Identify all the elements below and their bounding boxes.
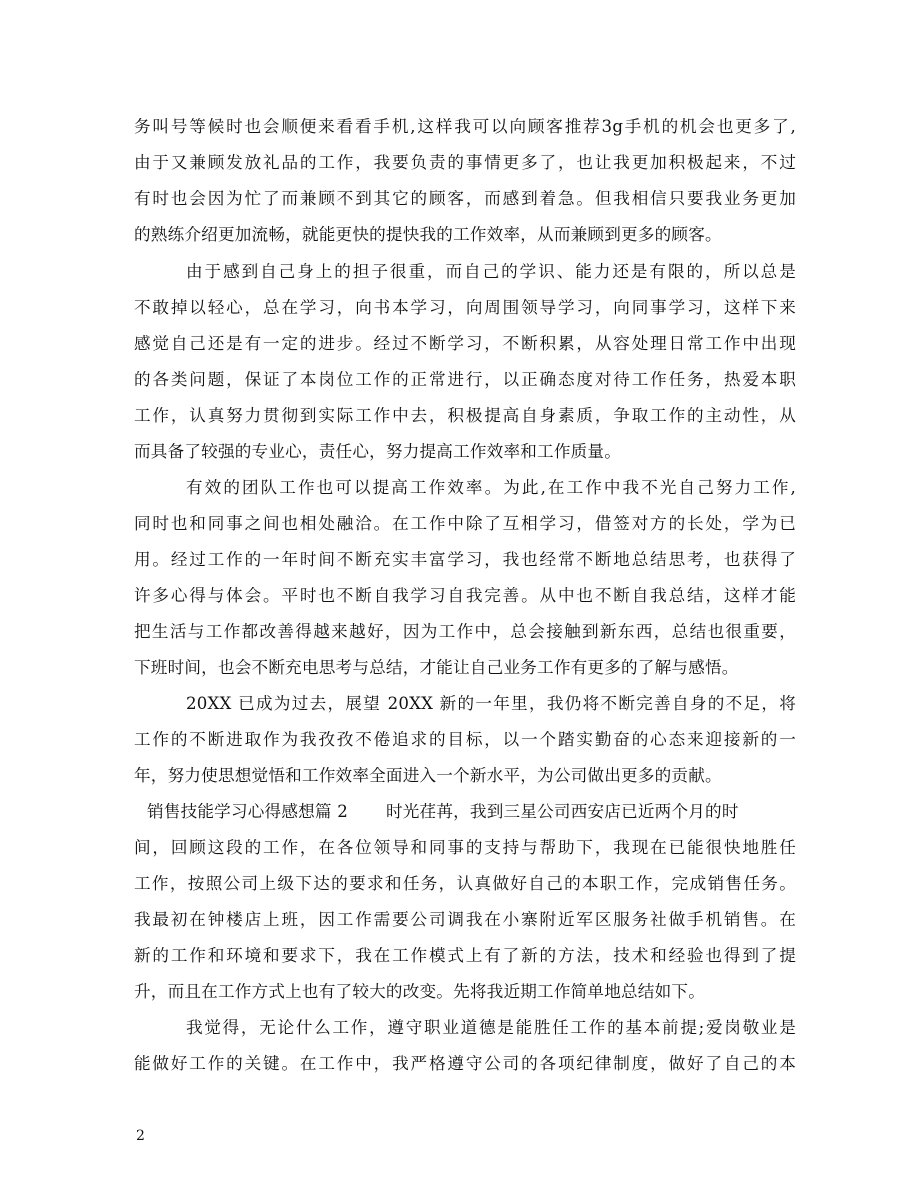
paragraph-5-line-6: 升，而且在工作方式上也有了较大的改变。先将我近期工作简单地总结如下。	[134, 982, 705, 1001]
paragraph-1-line-4: 的熟练介绍更加流畅，就能更快的提快我的工作效率，从而兼顾到更多的顾客。	[134, 225, 722, 244]
paragraph-3-line-4: 许多心得与体会。平时也不断自我学习自我完善。从中也不断自我总结，这样才能	[134, 586, 796, 605]
paragraph-2-line-1: 由于感到自己身上的担子很重，而自己的学识、能力还是有限的，所以总是	[186, 262, 796, 281]
paragraph-4-line-2: 工作的不断进取作为我孜孜不倦追求的目标，以一个踏实勤奋的心态来迎接新的一	[134, 730, 796, 749]
paragraph-5-line-1: 时光荏苒，我到三星公司西安店已近两个月的时	[385, 802, 739, 821]
paragraph-3-line-2: 同时也和同事之间也相处融洽。在工作中除了互相学习，借签对方的长处，学为已	[134, 514, 796, 533]
paragraph-6-line-2: 能做好工作的关键。在工作中，我严格遵守公司的各项纪律制度，做好了自己的本	[134, 1054, 796, 1073]
paragraph-3-line-1: 有效的团队工作也可以提高工作效率。为此,在工作中我不光自己努力工作,	[186, 478, 796, 497]
paragraph-4-line-3: 年，努力使思想觉悟和工作效率全面进入一个新水平，为公司做出更多的贡献。	[134, 766, 722, 785]
section-heading-line	[147, 795, 796, 829]
page-number: 2	[136, 1128, 145, 1144]
paragraph-2-line-6: 而具备了较强的专业心，责任心，努力提高工作效率和工作质量。	[134, 442, 622, 461]
paragraph-1-line-2: 由于又兼顾发放礼品的工作，我要负责的事情更多了，也让我更加积极起来，不过	[134, 153, 796, 172]
paragraph-2-line-4: 的各类问题，保证了本岗位工作的正常进行，以正确态度对待工作任务，热爱本职	[134, 370, 796, 389]
section-heading: 销售技能学习心得感想篇 2	[147, 802, 348, 821]
paragraph-5-line-2: 间，回顾这段的工作，在各位领导和同事的支持与帮助下，我现在已能很快地胜任	[134, 838, 796, 857]
paragraph-6-line-1: 我觉得，无论什么工作，遵守职业道德是能胜任工作的基本前提;爱岗敬业是	[186, 1018, 796, 1037]
paragraph-5-line-4: 我最初在钟楼店上班，因工作需要公司调我在小寨附近军区服务社做手机销售。在	[134, 910, 796, 929]
paragraph-4-line-1: 20XX 已成为过去，展望 20XX 新的一年里，我仍将不断完善自身的不足，将	[186, 694, 796, 713]
paragraph-1-line-1: 务叫号等候时也会顺便来看看手机,这样我可以向顾客推荐3g手机的机会也更多了,	[134, 117, 796, 136]
paragraph-3-line-3: 用。经过工作的一年时间不断充实丰富学习，我也经常不断地总结思考，也获得了	[134, 550, 796, 569]
paragraph-2-line-5: 工作，认真努力贯彻到实际工作中去，积极提高自身素质，争取工作的主动性，从	[134, 406, 796, 425]
paragraph-1-line-3: 有时也会因为忙了而兼顾不到其它的顾客，而感到着急。但我相信只要我业务更加	[134, 189, 796, 208]
paragraph-2-line-2: 不敢掉以轻心，总在学习，向书本学习，向周围领导学习，向同事学习，这样下来	[134, 298, 796, 317]
paragraph-5-line-5: 新的工作和环境和要求下，我在工作模式上有了新的方法，技术和经验也得到了提	[134, 946, 796, 965]
paragraph-3-line-6: 下班时间，也会不断充电思考与总结，才能让自己业务工作有更多的了解与感悟。	[134, 658, 739, 677]
paragraph-3-line-5: 把生活与工作都改善得越来越好，因为工作中，总会接触到新东西，总结也很重要，	[134, 622, 796, 641]
paragraph-5-line-3: 工作，按照公司上级下达的要求和任务，认真做好自己的本职工作，完成销售任务。	[134, 874, 796, 893]
paragraph-2-line-3: 感觉自己还是有一定的进步。经过不断学习，不断积累，从容处理日常工作中出现	[134, 334, 796, 353]
